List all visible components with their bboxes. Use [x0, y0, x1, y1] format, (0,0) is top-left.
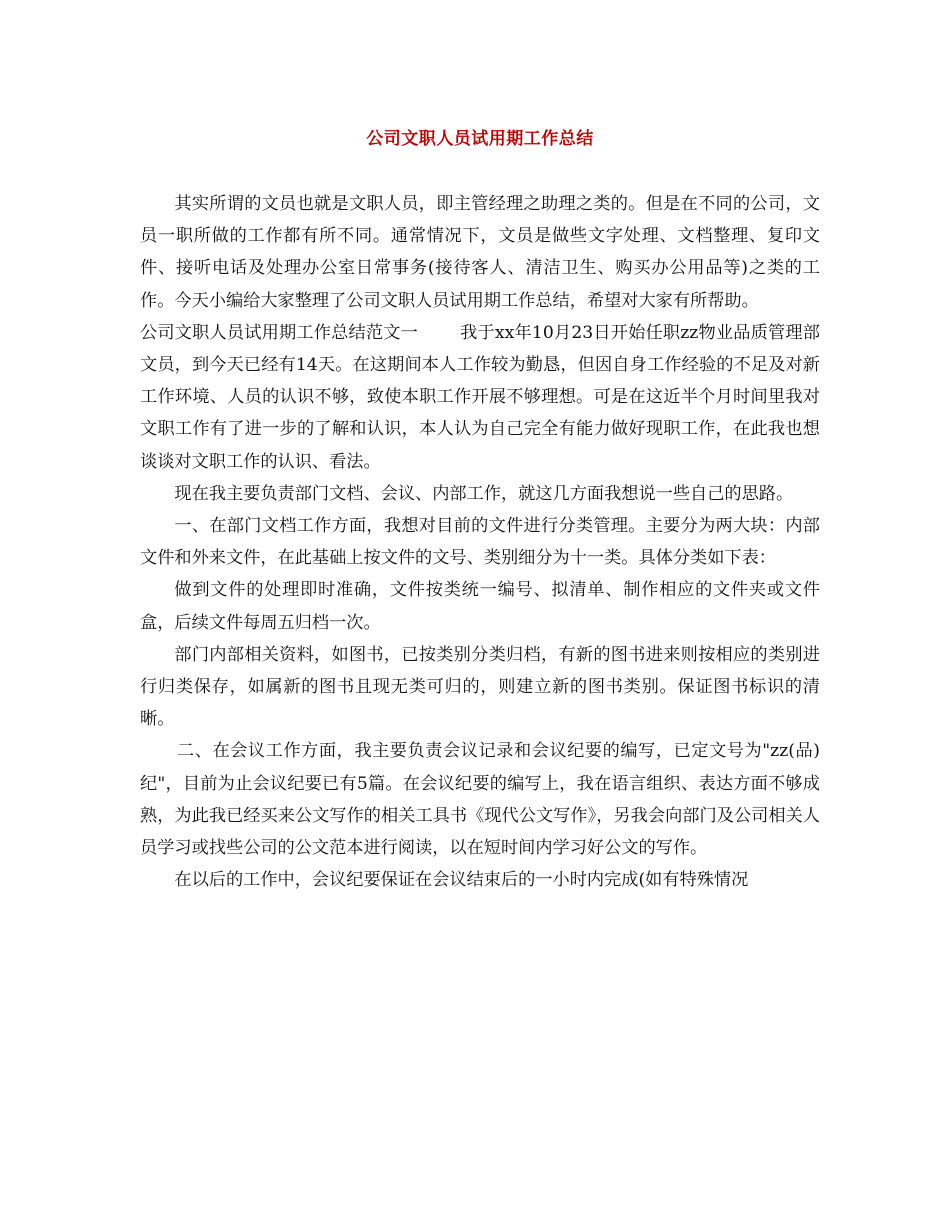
section-heading: 公司文职人员试用期工作总结范文一	[140, 322, 418, 343]
paragraph-current-work: 现在我主要负责部门文档、会议、内部工作，就这几方面我想说一些自己的思路。	[174, 483, 794, 504]
paragraph-books: 部门内部相关资料，如图书，已按类别分类归档，有新的图书进来则按相应的类别进行归类保存，如属新的图书且现无类可归的，则建立新的图书类别。保证图书标识的清晰。	[140, 644, 820, 730]
intro-paragraph: 其实所谓的文员也就是文职人员，即主管经理之助理之类的。但是在不同的公司，文员一职所做的工作都有所不同。通常情况下，文员是做些文字处理、文档整理、复印文件、接听电话及处理办公室日常事务(接待客人、清洁卫生、购买办公用品等)之类的工作。今天小编给大家整理了公司文职人员试用期工作总结，希望对大家有所帮助。	[140, 194, 820, 311]
paragraph-meeting-work: 二、在会议工作方面，我主要负责会议记录和会议纪要的编写，已定文号为"zz(品)纪"，目前为止会议纪要已有5篇。在会议纪要的编写上，我在语言组织、表达方面不够成熟，为此我已经买来公文写作的相关工具书《现代公文写作》，另我会向部门及公司相关人员学习或找些公司的公文范本进行阅读，以在短时间内学习好公文的写作。	[140, 741, 820, 859]
section-paragraph	[140, 317, 820, 478]
document-title: 公司文职人员试用期工作总结	[366, 129, 594, 149]
section-first-text: 我于xx年10月23日开始任职zz物业品质管理部文员，到今天已经有14天。在这期间本人工作较为勤恳，但因自身工作经验的不足及对新工作环境、人员的认识不够，致使本职工作开展不够理想。可是在这近半个月时间里我对文职工作有了进一步的了解和认识，本人认为自己完全有能力做好现职工作，在此我也想谈谈对文职工作的认识、看法。	[140, 322, 820, 472]
document-body	[140, 188, 820, 896]
paragraph-timely-processing: 做到文件的处理即时准确，文件按类统一编号、拟清单、制作相应的文件夹或文件盒，后续文件每周五归档一次。	[140, 580, 820, 633]
paragraph-document-work: 一、在部门文档工作方面，我想对目前的文件进行分类管理。主要分为两大块：内部文件和外来文件，在此基础上按文件的文号、类别细分为十一类。具体分类如下表：	[140, 516, 820, 569]
paragraph-future-work: 在以后的工作中，会议纪要保证在会议结束后的一小时内完成(如有特殊情况	[174, 870, 749, 891]
